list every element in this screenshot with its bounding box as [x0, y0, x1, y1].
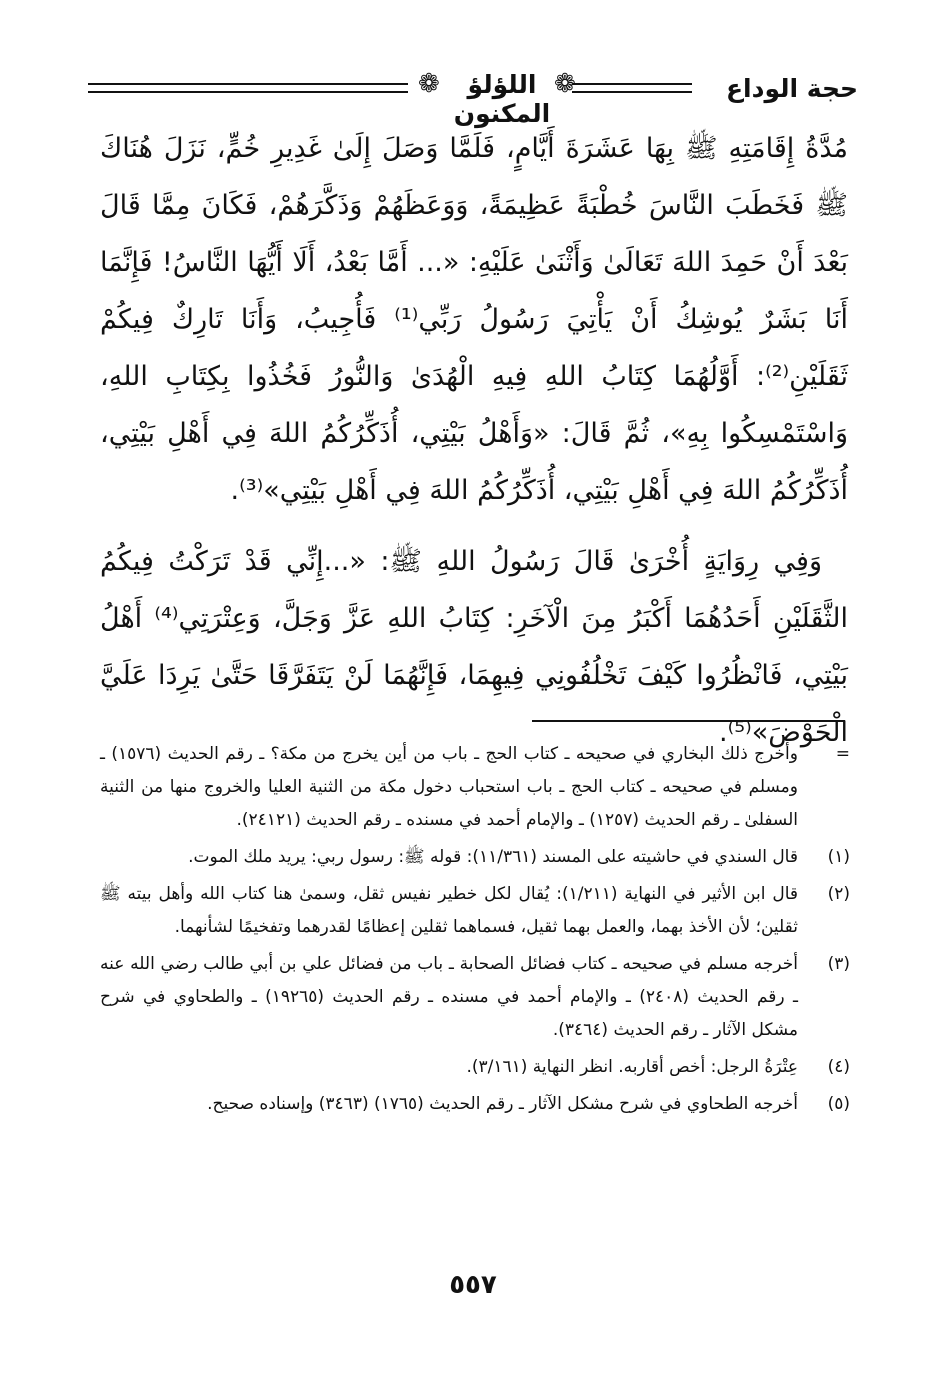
paragraph: مُدَّةُ إِقَامَتِهِ ﷺ بِهَا عَشَرَةَ أَيَّامٍ، فَلَمَّا وَصَلَ إِلَىٰ غَدِيرِ خُمٍّ، نَزَلَ هُنَاكَ ﷺ فَخَطَبَ النَّاسَ خُطْبَةً عَظِيمَةً، وَوَعَظَهُمْ وَذَكَّرَهُمْ، فَكَانَ مِمَّا قَالَ بَعْدَ أَنْ حَمِدَ اللهَ تَعَالَىٰ وَأَثْنَىٰ عَلَيْهِ: «... أَمَّا بَعْدُ، أَلَا أَيُّهَا النَّاسُ! فَإِنَّمَا أَنَا بَشَرٌ يُوشِكُ أَنْ يَأْتِيَ رَسُولُ رَبِّي⁽¹⁾ فَأُجِيبُ، وَأَنَا تَارِكٌ فِيكُمْ ثَقَلَيْنِ⁽²⁾: أَوَّلُهُمَا كِتَابُ اللهِ فِيهِ الْهُدَىٰ وَالنُّورُ فَخُذُوا بِكِتَابِ اللهِ، وَاسْتَمْسِكُوا بِهِ»، ثُمَّ قَالَ: «وَأَهْلُ بَيْتِي، أُذَكِّرُكُمُ اللهَ فِي أَهْلِ بَيْتِي، أُذَكِّرُكُمُ اللهَ فِي أَهْلِ بَيْتِي، أُذَكِّرُكُمُ اللهَ فِي أَهْلِ بَيْتِي»⁽³⁾. [100, 133, 848, 506]
footnote-text: أخرجه الطحاوي في شرح مشكل الآثار ـ رقم الحديث (١٧٦٥) (٣٤٦٣) وإسناده صحيح. [207, 1094, 798, 1114]
footnote-number: (٤) [827, 1057, 850, 1077]
footnote-number: (٣) [827, 954, 850, 974]
section-title: حجة الوداع [725, 74, 858, 103]
footnote-item [100, 948, 850, 1047]
floral-ornament-icon: ❁ [418, 69, 440, 99]
footnote-separator [532, 720, 845, 722]
footnote-text: قال السندي في حاشيته على المسند (١١/٣٦١): قوله ﷺ: رسول ربي: يريد ملك الموت. [188, 847, 798, 867]
footnote-text: عِتْرَةُ الرجل: أخص أقاربه. انظر النهاية (٣/١٦١). [466, 1057, 798, 1077]
footnote-item [100, 1051, 850, 1084]
paragraph: وَفِي رِوَايَةٍ أُخْرَىٰ قَالَ رَسُولُ اللهِ ﷺ: «...إِنِّي قَدْ تَرَكْتُ فِيكُمُ الثَّقَلَيْنِ أَحَدُهُمَا أَكْبَرُ مِنَ الْآخَرِ: كِتَابُ اللهِ عَزَّ وَجَلَّ، وَعِتْرَتِي⁽⁴⁾ أَهْلُ بَيْتِي، فَانْظُرُوا كَيْفَ تَخْلُفُونِي فِيهِمَا، فَإِنَّهُمَا لَنْ يَتَفَرَّقَا حَتَّىٰ يَرِدَا عَلَيَّ الْحَوْضَ»⁽⁵⁾. [100, 546, 848, 748]
footnote-number: (١) [827, 847, 850, 867]
footnote-text: أخرجه مسلم في صحيحه ـ كتاب فضائل الصحابة ـ باب من فضائل علي بن أبي طالب رضي الله عنه ـ رقم الحديث (٢٤٠٨) ـ والإمام أحمد في مسنده ـ رقم الحديث (١٩٢٦٥) ـ والطحاوي في شرح مشكل الآثار ـ رقم الحديث (٣٤٦٤). [100, 954, 798, 1040]
floral-ornament-icon: ❁ [554, 69, 576, 99]
header-rule-left [88, 83, 408, 93]
footnote-number: = [835, 744, 850, 764]
footnote-number: (٥) [827, 1094, 850, 1114]
footnote-text: وأخرج ذلك البخاري في صحيحه ـ كتاب الحج ـ باب من أين يخرج من مكة؟ ـ رقم الحديث (١٥٧٦) ـ ومسلم في صحيحه ـ كتاب الحج ـ باب استحباب دخول مكة من الثنية العليا والخروج منها من الثنية السفلىٰ ـ رقم الحديث (١٢٥٧) ـ والإمام أحمد في مسنده ـ رقم الحديث (٢٤١٢١). [100, 744, 798, 830]
footnote-text: قال ابن الأثير في النهاية (١/٢١١): يُقال لكل خطير نفيس ثقل، وسمىٰ هنا كتاب الله وأهل بيته ﷺ ثقلين؛ لأن الأخذ بهما، والعمل بهما ثقيل، فسماهما ثقلين إعظامًا لقدرهما وتفخيمًا لشأنهما. [100, 884, 798, 937]
header-rule-right [572, 83, 692, 93]
book-title: اللؤلؤ المكنون [453, 70, 551, 128]
footnote-number: (٢) [827, 884, 850, 904]
footnote-item [100, 878, 850, 944]
page-header [88, 50, 858, 128]
footnote-item [100, 841, 850, 874]
footnote-item [100, 1088, 850, 1121]
footnotes [100, 738, 850, 1125]
page-number: ٥٥٧ [449, 1270, 497, 1300]
main-text [100, 120, 848, 761]
footnote-item [100, 738, 850, 837]
